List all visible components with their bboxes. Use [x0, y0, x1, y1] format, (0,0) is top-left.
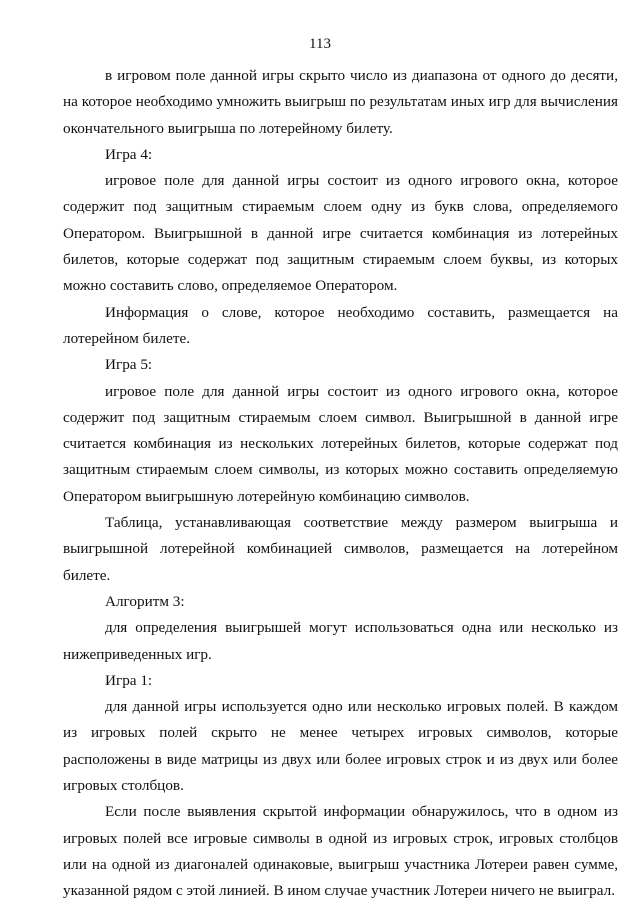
paragraph-game5-table: Таблица, устанавливающая соответствие между размером выигрыша и выигрышной лотерейной комбинацией символов, размещается на лотерейном билете. [63, 514, 618, 584]
paragraph-game1-field: для данной игры используется одно или несколько игровых полей. В каждом из игровых полей скрыто не менее четырех игровых символов, которые расположены в виде матрицы из двух или более игровых строк и из двух или более игровых столбцов. [63, 698, 618, 795]
paragraph-game1-result: Если после выявления скрытой информации обнаружилось, что в одном из игровых полей все игровые символы в одной из игровых строк, игровых столбцов или на одной из диагоналей одинаковые, выигрыш участника Лотереи равен сумме, указанной рядом с этой линией. В ином случае участник Лотереи ничего не выиграл. [63, 803, 618, 900]
paragraph-game4-field: игровое поле для данной игры состоит из одного игрового окна, которое содержит под защитным стираемым слоем одну из букв слова, определяемого Оператором. Выигрышной в данной игре считается комбинация из лотерейных билетов, которые содержат под защитным стираемым слоем буквы, из которых можно составить слово, определяемое Оператором. [63, 172, 618, 295]
heading-game-4: Игра 4: [105, 145, 153, 163]
paragraph-game3-text: в игровом поле данной игры скрыто число из диапазона от одного до десяти, на которое необходимо умножить выигрыш по результатам иных игр для вычисления окончательного выигрыша по лотерейному билету. [63, 67, 618, 137]
heading-game-1: Игра 1: [105, 671, 153, 689]
page-number: 113 [309, 36, 331, 52]
paragraph-algorithm3-intro: для определения выигрышей могут использоваться одна или несколько из нижеприведенных игр. [63, 619, 618, 663]
heading-game-5: Игра 5: [105, 356, 153, 374]
heading-algorithm-3: Алгоритм 3: [105, 592, 185, 610]
body-text [63, 63, 618, 905]
paragraph-game5-field: игровое поле для данной игры состоит из одного игрового окна, которое содержит под защитным стираемым слоем символ. Выигрышной в данной игре считается комбинация из нескольких лотерейных билетов, которые содержат под защитным стираемым слоем символы, из которых можно составить определяемую Оператором выигрышную лотерейную комбинацию символов. [63, 382, 618, 505]
paragraph-game4-info: Информация о слове, которое необходимо составить, размещается на лотерейном билете. [63, 303, 618, 347]
